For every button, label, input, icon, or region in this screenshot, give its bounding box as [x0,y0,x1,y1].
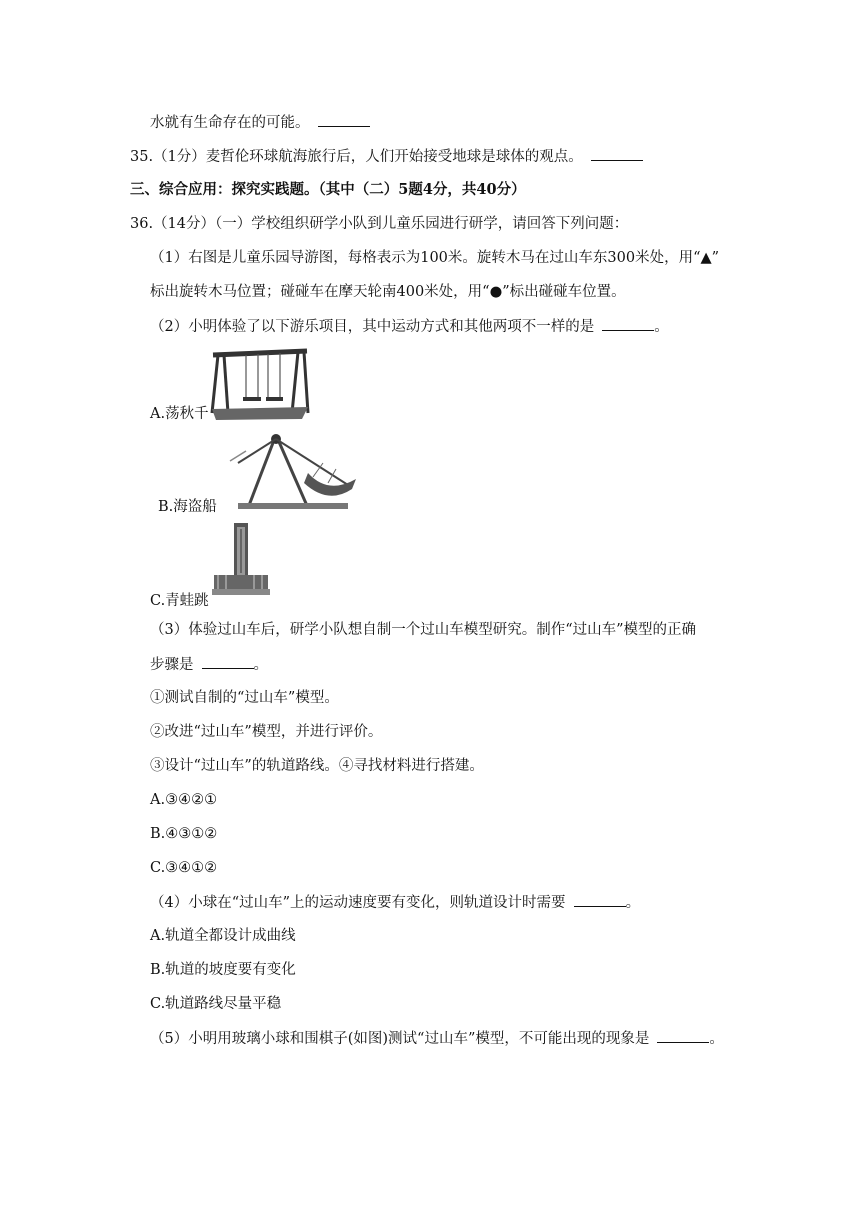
swing-image [210,343,310,421]
q36-5: （5）小明用玻璃小球和围棋子(如图)测试“过山车”模型，不可能出现的现象是 。 [150,1028,724,1049]
q36-2-option-b: B.海盗船 [158,499,217,515]
q36-3-option-c: C.③④①② [150,860,218,876]
q36-1-line2: 标出旋转木马位置；碰碰车在摩天轮南400米处，用“●”标出碰碰车位置。 [150,284,626,300]
answer-blank[interactable] [202,654,254,669]
q36-3-option-b: B.④③①② [150,826,218,842]
answer-blank[interactable] [591,146,643,161]
q36-4-option-c: C.轨道路线尽量平稳 [150,996,282,1012]
answer-blank[interactable] [602,316,654,331]
q36-4-option-b: B.轨道的坡度要有变化 [150,962,296,978]
q36-3-line1: （3）体验过山车后，研学小队想自制一个过山车模型研究。制作“过山车”模型的正确 [150,622,697,638]
q36-3-line2: 步骤是 。 [150,654,268,675]
q36-3-step: ①测试自制的“过山车”模型。 [150,690,339,706]
frog-hopper-image [210,521,270,601]
q36-2-option-a: A.荡秋千 [150,406,209,422]
answer-blank[interactable] [574,892,626,907]
pirate-ship-image [228,433,358,511]
q34-tail: 水就有生命存在的可能。 [150,112,370,133]
q36-3-step: ③设计“过山车”的轨道路线。④寻找材料进行搭建。 [150,758,484,774]
q36-1-line1: （1）右图是儿童乐园导游图，每格表示为100米。旋转木马在过山车东300米处，用“▲” [150,250,720,266]
section-title: 三、综合应用：探究实践题。（其中（二）5题4分，共40分） [130,181,526,198]
q36-4-option-a: A.轨道全都设计成曲线 [150,928,296,944]
q36-3-option-a: A.③④②① [150,792,218,808]
q35: 35.（1分）麦哲伦环球航海旅行后，人们开始接受地球是球体的观点。 [130,146,643,167]
answer-blank[interactable] [657,1028,709,1043]
q36-2: （2）小明体验了以下游乐项目，其中运动方式和其他两项不一样的是 。 [150,316,669,337]
q36-3-step: ②改进“过山车”模型，并进行评价。 [150,724,383,740]
q36-2-option-c: C.青蛙跳 [150,593,209,609]
q36-intro: 36.（14分）（一）学校组织研学小队到儿童乐园进行研学，请回答下列问题： [130,216,629,232]
answer-blank[interactable] [318,112,370,127]
q36-4: （4）小球在“过山车”上的运动速度要有变化，则轨道设计时需要 。 [150,892,640,913]
